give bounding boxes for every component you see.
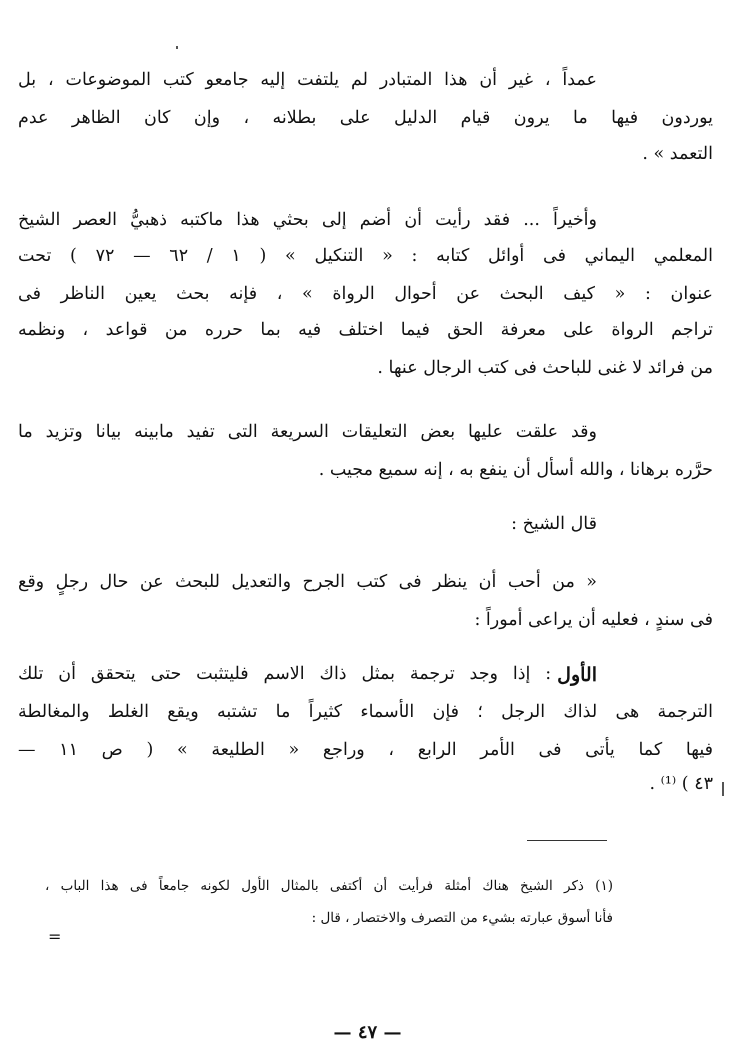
text-line: « من أحب أن ينظر فى كتب الجرح والتعديل للبحث عن حال رجلٍ وقع (18, 572, 597, 592)
text-line: يوردون فيها ما يرون قيام الدليل على بطلانه ، وإن كان الظاهر عدم (18, 108, 713, 128)
text-line: عمداً ، غير أن هذا المتبادر لم يلتفت إليه جامعو كتب الموضوعات ، بل (18, 70, 597, 90)
scan-speck (176, 46, 178, 49)
text-line: من فرائد لا غنى للباحث فى كتب الرجال عنها . (377, 358, 713, 378)
footnote-line: فأنا أسوق عبارته بشيء من التصرف والاختصار ، قال : (311, 910, 613, 926)
text-line: حرَّره برهانا ، والله أسأل أن ينفع به ، إنه سميع مجيب . (318, 460, 713, 480)
text-line: قال الشيخ : (511, 514, 597, 534)
text-line: التعمد » . (642, 144, 713, 164)
footnote-separator (527, 840, 607, 841)
text-line-with-lead (18, 666, 597, 685)
text-line: ٤٣ ) ⁽¹⁾ . (649, 774, 713, 794)
text-line: وأخيراً ... فقد رأيت أن أضم إلى بحثي هذا ماكتبه ذهبيُّ العصر الشيخ (18, 210, 597, 230)
continuation-mark: = (48, 927, 62, 946)
text-line: : إذا وجد ترجمة بمثل ذاك الاسم فليتثبت حتى يتحقق أن تلك (18, 664, 552, 684)
text-line: المعلمي اليماني فى أوائل كتابه : « التنكيل » ( ١ / ٦٢ — ٧٢ ) تحت (18, 246, 713, 266)
text-line: تراجم الرواة على معرفة الحق فيما اختلف فيه بما حرره من قواعد ، ونظمه (18, 320, 713, 340)
text-line: عنوان : « كيف البحث عن أحوال الرواة » ، فإنه بحث يعين الناظر فى (18, 284, 713, 304)
text-line: وقد علقت عليها بعض التعليقات السريعة التى تفيد مابينه بيانا وتزيد ما (18, 422, 597, 442)
footnote-line: (١) ذكر الشيخ هناك أمثلة فرأيت أن أكتفى بالمثال الأول لكونه جامعاً فى هذا الباب ، (45, 878, 613, 894)
scan-speck (722, 782, 724, 796)
text-line: فيها كما يأتى فى الأمر الرابع ، وراجع « الطليعة » ( ص ١١ — (18, 740, 713, 760)
text-line: فى سندٍ ، فعليه أن يراعى أموراً : (474, 610, 713, 630)
section-lead: الأول (557, 664, 597, 686)
page-number: — ٤٧ — (333, 1022, 402, 1043)
text-line: الترجمة هى لذاك الرجل ؛ فإن الأسماء كثيراً ما تشتبه ويقع الغلط والمغالطة (18, 702, 713, 722)
